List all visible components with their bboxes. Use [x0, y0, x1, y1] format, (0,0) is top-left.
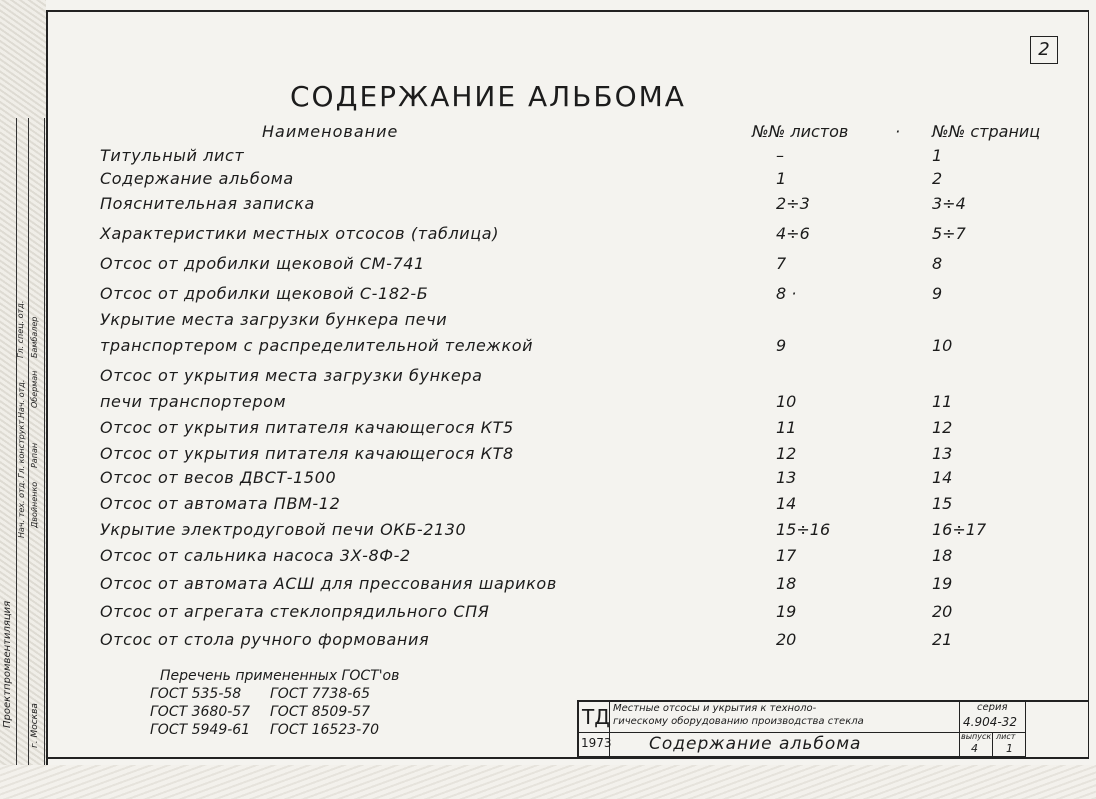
- row-sheets: 1: [776, 169, 787, 188]
- row-name: транспортером с распределительной тележкой: [100, 336, 534, 355]
- row-pages: 14: [932, 468, 953, 487]
- table-row: [100, 444, 1060, 466]
- table-row: [100, 630, 1060, 652]
- table-row: [100, 574, 1060, 596]
- row-name: Отсос от весов ДВСТ-1500: [100, 468, 337, 487]
- side-role-3: Нач. отд.: [17, 379, 26, 418]
- row-pages: 16÷17: [932, 520, 987, 539]
- side-name-3: Оберман: [30, 370, 39, 408]
- row-name: Отсос от агрегата стеклопрядильного СПЯ: [100, 602, 490, 621]
- row-sheets: 8 ·: [776, 284, 797, 303]
- table-row: [100, 520, 1060, 542]
- title-block-year-cell: [579, 732, 610, 757]
- side-name-4: Бамбалер: [30, 316, 39, 358]
- scan-edge-bottom: [0, 765, 1096, 799]
- row-sheets: 17: [776, 546, 797, 565]
- row-name: печи транспортером: [100, 392, 287, 411]
- column-header-sheets: №№ листов: [752, 122, 849, 141]
- side-role-1: Нач. тех. отд.: [17, 480, 26, 538]
- row-name: Содержание альбома: [100, 169, 294, 188]
- table-row: [100, 146, 1060, 168]
- title-block-issue-cell: [959, 732, 993, 757]
- row-sheets: 4÷6: [776, 224, 810, 243]
- column-header-pages: №№ страниц: [932, 122, 1041, 141]
- table-row: [100, 546, 1060, 568]
- title-block-series-cell: [959, 702, 1026, 733]
- row-sheets: 11: [776, 418, 797, 437]
- gost-item: ГОСТ 7738-65: [270, 686, 371, 702]
- year: 1973: [581, 736, 612, 750]
- side-name-1: Двойненко: [30, 481, 39, 528]
- row-name: Отсос от дробилки щековой СМ-741: [100, 254, 425, 273]
- title-block-org-cell: [579, 702, 610, 733]
- row-pages: 11: [932, 392, 953, 411]
- side-col-org: [0, 118, 17, 765]
- row-sheets: 13: [776, 468, 797, 487]
- row-name: Отсос от стола ручного формования: [100, 630, 430, 649]
- side-city: г. Москва: [30, 703, 40, 748]
- row-pages: 13: [932, 444, 953, 463]
- table-row: [100, 254, 1060, 276]
- sheet-title: Содержание альбома: [649, 734, 862, 754]
- title-block-sheet-cell: [992, 732, 1026, 757]
- description-line-1: Местные отсосы и укрытия к техноло-: [613, 703, 817, 714]
- table-row: [100, 418, 1060, 440]
- page-title: СОДЕРЖАНИЕ АЛЬБОМА: [290, 80, 686, 113]
- table-row: [100, 169, 1060, 191]
- row-pages: 21: [932, 630, 953, 649]
- column-header-separator: ·: [895, 122, 901, 141]
- table-row: [100, 224, 1060, 246]
- side-role-2: Гл. конструкт.: [17, 417, 26, 478]
- title-block: [577, 700, 1088, 757]
- table-row: [100, 366, 1060, 388]
- row-sheets: 20: [776, 630, 797, 649]
- row-name: Отсос от укрытия места загрузки бункера: [100, 366, 483, 385]
- issue-label: выпуск: [961, 732, 992, 741]
- table-row: [100, 494, 1060, 516]
- table-row: [100, 468, 1060, 490]
- row-name: Отсос от укрытия питателя качающегося КТ5: [100, 418, 514, 437]
- row-name: Отсос от дробилки щековой С-182-Б: [100, 284, 429, 303]
- row-name: Пояснительная записка: [100, 194, 315, 213]
- gost-item: ГОСТ 8509-57: [270, 704, 371, 720]
- row-pages: 12: [932, 418, 953, 437]
- series-value: 4.904-32: [963, 715, 1017, 729]
- row-pages: 15: [932, 494, 953, 513]
- row-name: Титульный лист: [100, 146, 245, 165]
- row-name: Укрытие электродуговой печи ОКБ-2130: [100, 520, 467, 539]
- table-row: [100, 310, 1060, 332]
- org-mark: ТД: [582, 705, 610, 729]
- description-line-2: гическому оборудованию производства стекла: [613, 716, 864, 727]
- title-block-sheet-title-cell: [609, 732, 960, 757]
- row-sheets: 7: [776, 254, 787, 273]
- row-name: Характеристики местных отсосов (таблица): [100, 224, 500, 243]
- title-block-description-cell: [609, 702, 960, 733]
- row-sheets: 14: [776, 494, 797, 513]
- row-sheets: 18: [776, 574, 797, 593]
- issue-value: 4: [971, 742, 978, 755]
- row-pages: 3÷4: [932, 194, 966, 213]
- side-col-names: [28, 118, 45, 765]
- row-name: Отсос от автомата ПВМ-12: [100, 494, 341, 513]
- row-name: Отсос от автомата АСШ для прессования шариков: [100, 574, 557, 593]
- row-pages: 2: [932, 169, 943, 188]
- side-name-2: Рапан: [30, 442, 39, 468]
- row-pages: 8: [932, 254, 943, 273]
- table-row: [100, 194, 1060, 216]
- row-sheets: 9: [776, 336, 787, 355]
- row-sheets: 19: [776, 602, 797, 621]
- table-row: [100, 284, 1060, 306]
- row-pages: 20: [932, 602, 953, 621]
- table-row: [100, 602, 1060, 624]
- series-label: серия: [977, 702, 1008, 713]
- page-number: 2: [1030, 36, 1058, 64]
- sheet-label: лист: [996, 732, 1016, 741]
- table-row: [100, 392, 1060, 414]
- row-sheets: –: [776, 146, 784, 165]
- row-pages: 19: [932, 574, 953, 593]
- row-name: Укрытие места загрузки бункера печи: [100, 310, 448, 329]
- table-row: [100, 336, 1060, 358]
- gost-item: ГОСТ 535-58: [150, 686, 242, 702]
- gost-item: ГОСТ 5949-61: [150, 722, 251, 738]
- gost-item: ГОСТ 3680-57: [150, 704, 251, 720]
- row-pages: 18: [932, 546, 953, 565]
- sheet-value: 1: [1006, 742, 1013, 755]
- row-pages: 5÷7: [932, 224, 966, 243]
- row-sheets: 2÷3: [776, 194, 810, 213]
- side-org: Проектпромвентиляция: [2, 600, 13, 728]
- column-header-name: Наименование: [262, 122, 399, 141]
- row-sheets: 10: [776, 392, 797, 411]
- gost-item: ГОСТ 16523-70: [270, 722, 379, 738]
- row-sheets: 15÷16: [776, 520, 831, 539]
- row-name: Отсос от укрытия питателя качающегося КТ8: [100, 444, 514, 463]
- row-name: Отсос от сальника насоса 3Х-8Ф-2: [100, 546, 411, 565]
- gost-heading: Перечень примененных ГОСТ'ов: [160, 668, 400, 684]
- row-pages: 9: [932, 284, 943, 303]
- side-role-4: Гл. спец. отд.: [16, 300, 25, 358]
- row-pages: 10: [932, 336, 953, 355]
- row-sheets: 12: [776, 444, 797, 463]
- side-stamp: [0, 118, 48, 765]
- row-pages: 1: [932, 146, 943, 165]
